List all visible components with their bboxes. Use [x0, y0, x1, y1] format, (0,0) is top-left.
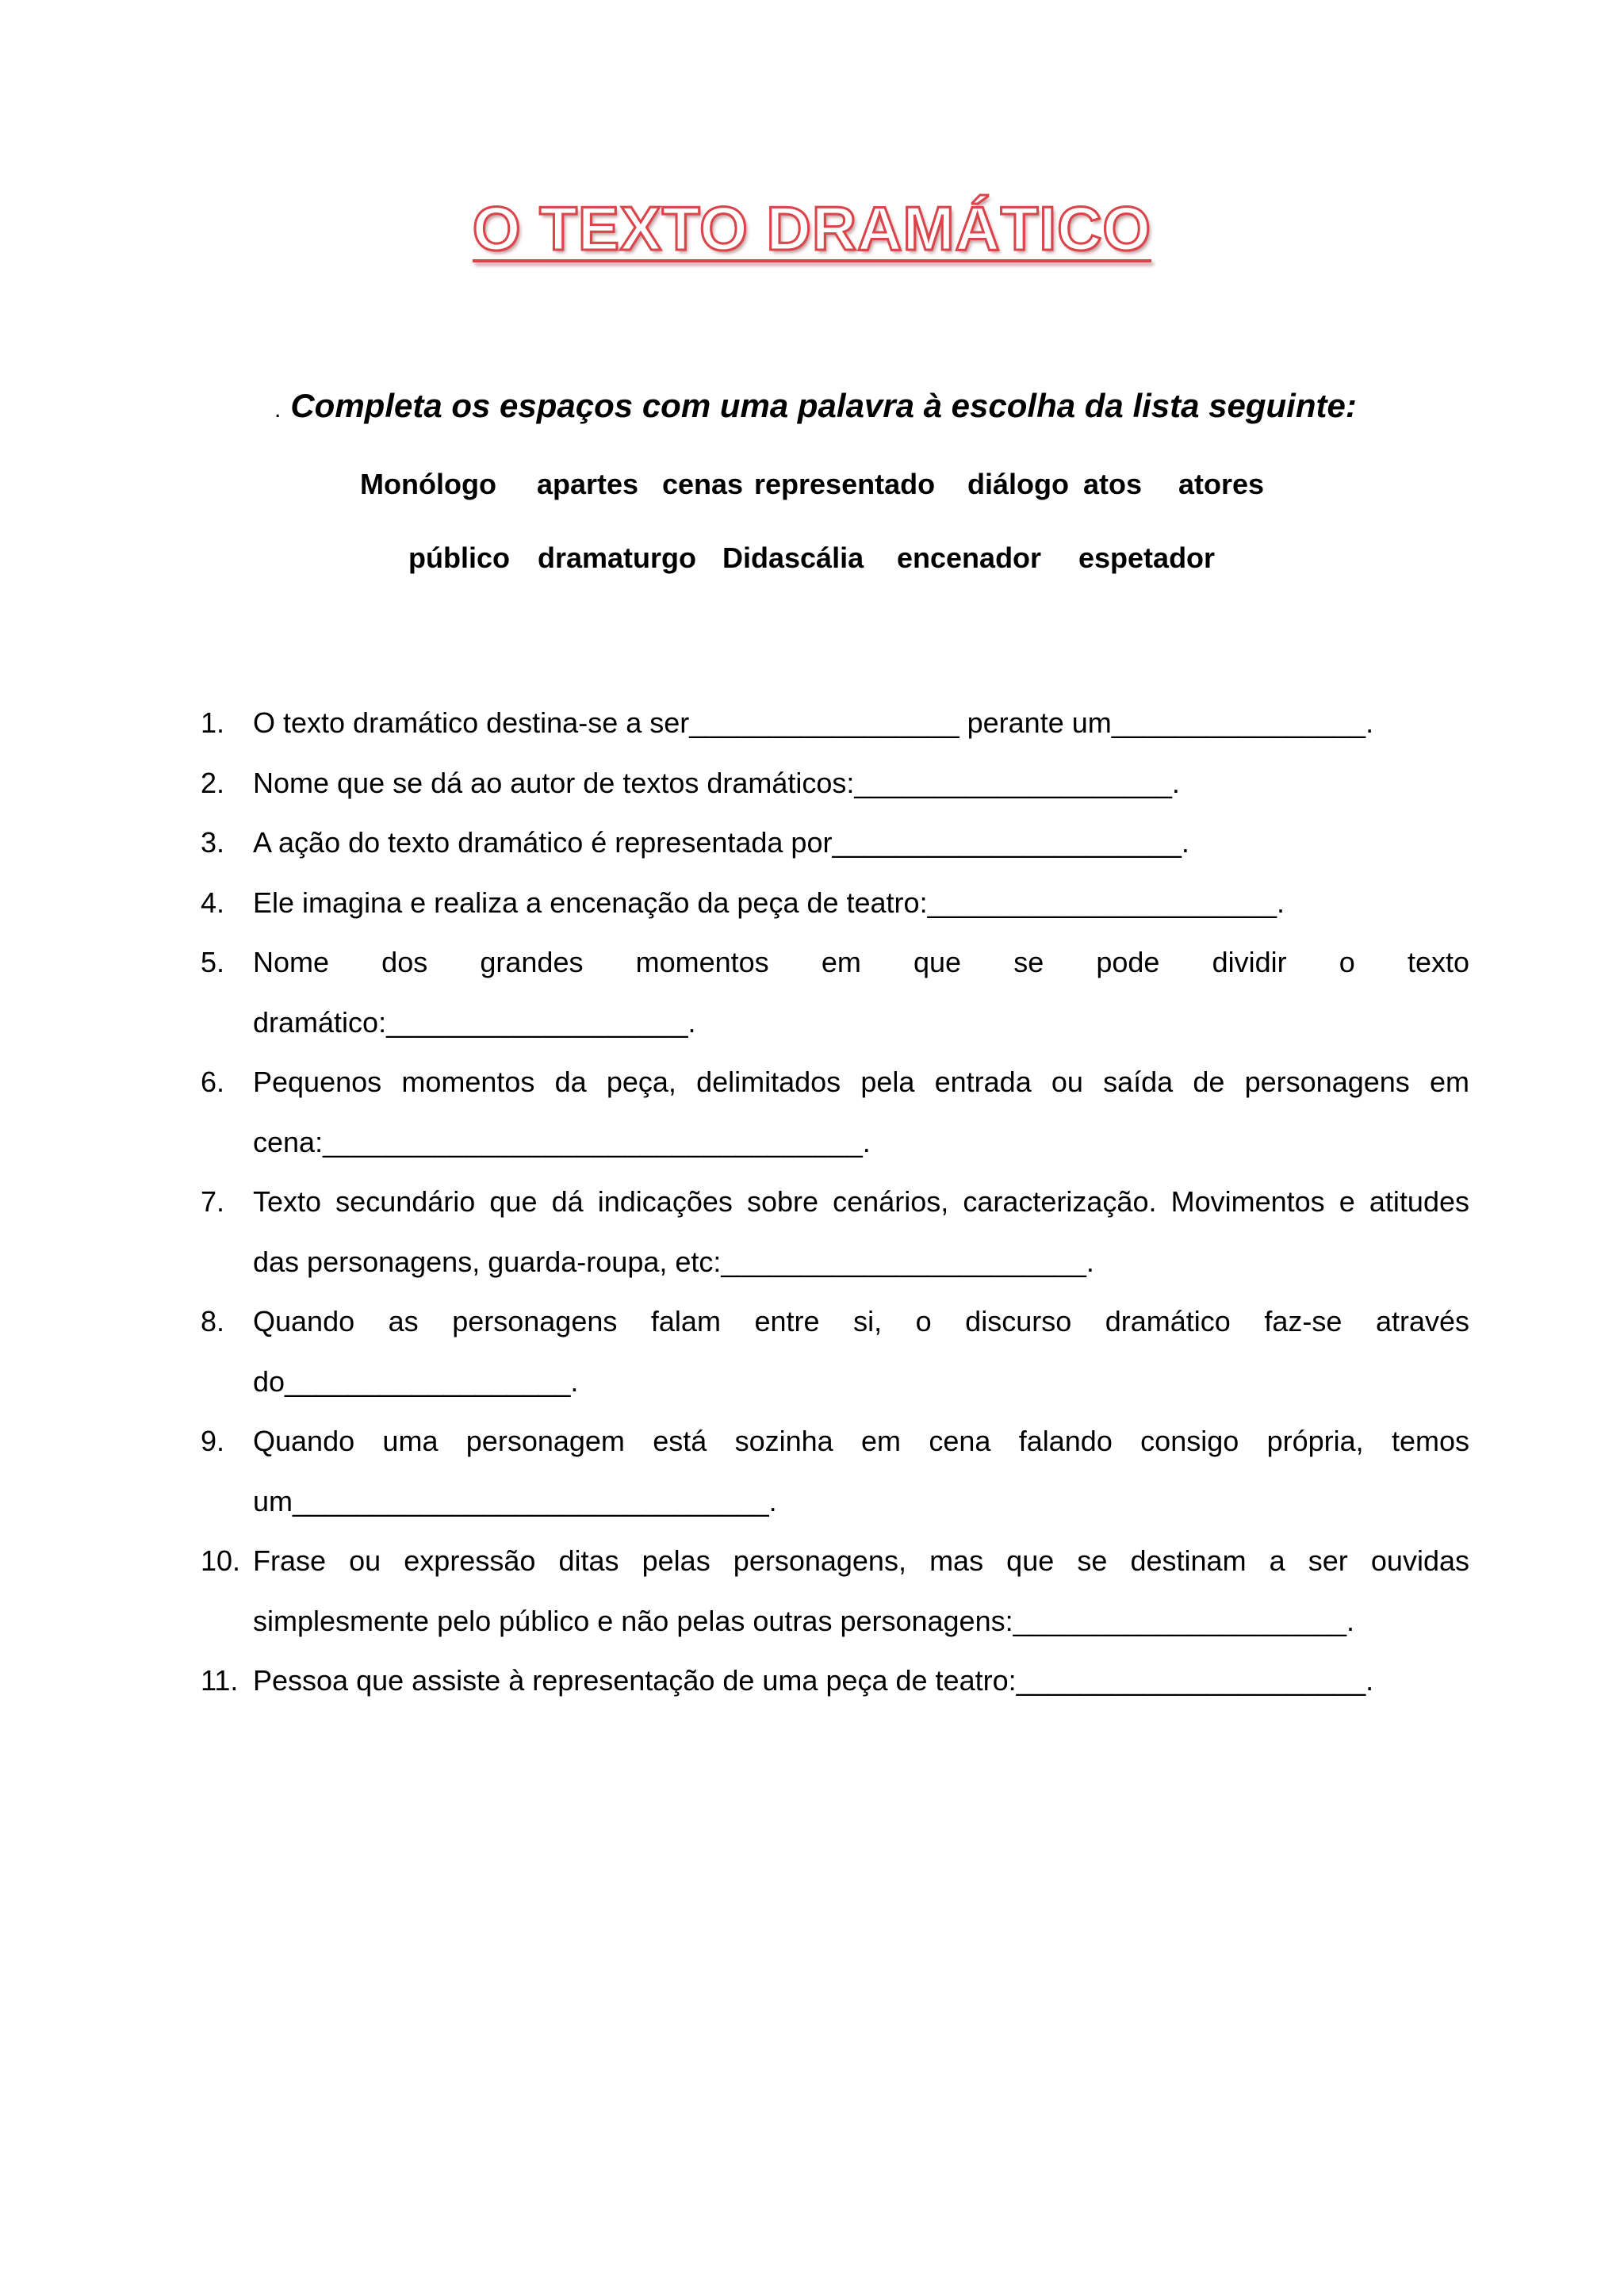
question-list	[201, 693, 1469, 1711]
question-number: 8.	[201, 1305, 225, 1337]
list-item	[201, 1172, 1469, 1292]
question-number: 2.	[201, 766, 225, 799]
question-text-line-2: dramático:___________________.	[253, 1005, 696, 1039]
word-dramaturgo: dramaturgo	[538, 541, 697, 574]
list-item	[201, 1411, 1469, 1531]
page-title: O TEXTO DRAMÁTICO	[472, 193, 1152, 263]
question-text-line-1: Pequenos momentos da peça, delimitados pela entrada ou saída de personagens em	[253, 1066, 1469, 1098]
instruction-bullet: .	[274, 396, 282, 423]
word-list-row-1	[0, 461, 1624, 508]
word-representado: representado	[754, 468, 936, 500]
word-apartes: apartes	[537, 468, 639, 500]
question-text-line-2: do__________________.	[253, 1364, 579, 1398]
word-dialogo: diálogo	[967, 468, 1069, 500]
list-item	[201, 1651, 1469, 1711]
question-number: 11.	[201, 1664, 239, 1697]
word-atos: atos	[1083, 468, 1143, 500]
word-atores: atores	[1178, 468, 1265, 500]
instruction-text: Completa os espaços com uma palavra à escolha da lista seguinte:	[290, 387, 1357, 424]
question-text-line-1: Quando uma personagem está sozinha em cena falando consigo própria, temos	[253, 1425, 1469, 1457]
word-list-row-2	[0, 534, 1624, 582]
question-text-line-2: simplesmente pelo público e não pelas outras personagens:_____________________.	[253, 1604, 1355, 1637]
list-item	[201, 873, 1469, 933]
list-item	[201, 693, 1469, 753]
instruction	[274, 382, 1357, 434]
question-text: Nome que se dá ao autor de textos dramáticos:____________________.	[253, 766, 1180, 799]
word-espetador: espetador	[1078, 541, 1216, 574]
question-number: 6.	[201, 1066, 225, 1098]
list-item	[201, 1292, 1469, 1411]
list-item	[201, 1052, 1469, 1172]
list-item	[201, 813, 1469, 873]
question-text-line-2: cena:__________________________________.	[253, 1125, 871, 1158]
word-publico: público	[408, 541, 510, 574]
question-text: Pessoa que assiste à representação de uma peça de teatro:______________________.	[253, 1664, 1374, 1697]
question-number: 1.	[201, 706, 225, 739]
question-text-line-1: Nome dos grandes momentos em que se pode dividir o texto	[253, 946, 1469, 978]
question-text-line-1: Frase ou expressão ditas pelas personagens, mas que se destinam a ser ouvidas	[253, 1544, 1469, 1577]
question-text-line-1: Quando as personagens falam entre si, o discurso dramático faz-se através	[253, 1305, 1469, 1337]
question-number: 4.	[201, 886, 225, 919]
question-text: O texto dramático destina-se a ser_________________ perante um________________.	[253, 706, 1374, 739]
question-text: A ação do texto dramático é representada por______________________.	[253, 826, 1189, 859]
question-number: 9.	[201, 1425, 225, 1457]
question-text-line-1: Texto secundário que dá indicações sobre cenários, caracterização. Movimentos e atitudes	[253, 1185, 1469, 1218]
word-monologo: Monólogo	[360, 468, 496, 500]
list-item	[201, 1531, 1469, 1651]
word-encenador: encenador	[897, 541, 1042, 574]
question-text: Ele imagina e realiza a encenação da peça de teatro:______________________.	[253, 886, 1285, 919]
question-number: 5.	[201, 946, 225, 978]
list-item	[201, 753, 1469, 813]
question-number: 7.	[201, 1185, 225, 1218]
word-cenas: cenas	[662, 468, 744, 500]
question-number: 3.	[201, 826, 225, 859]
list-item	[201, 932, 1469, 1052]
question-text-line-2: um______________________________.	[253, 1484, 777, 1517]
word-didascalia: Didascália	[722, 541, 864, 574]
question-text-line-2: das personagens, guarda-roupa, etc:_______________________.	[253, 1245, 1094, 1278]
question-number: 10.	[201, 1544, 241, 1577]
